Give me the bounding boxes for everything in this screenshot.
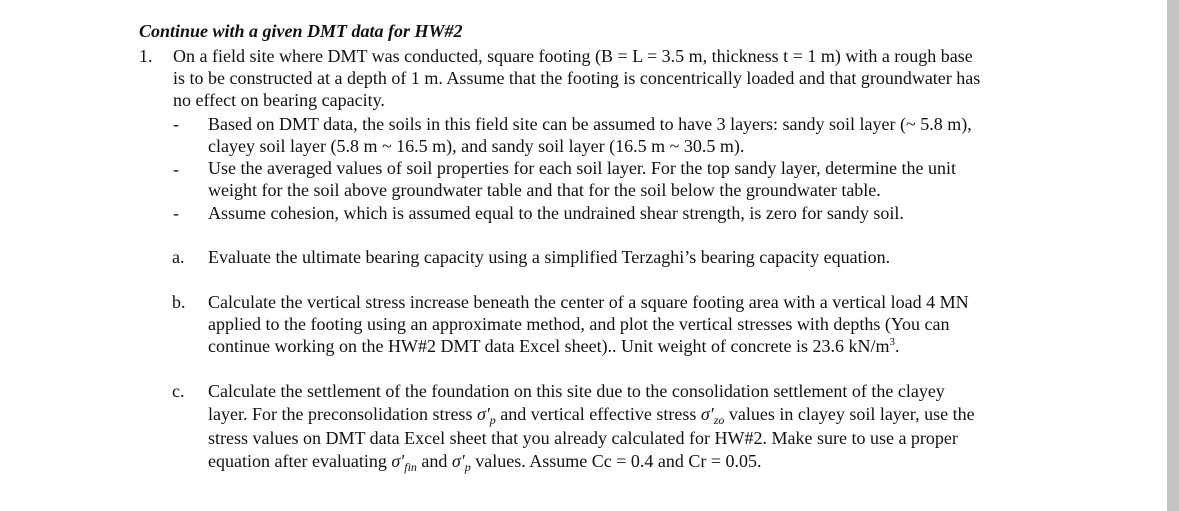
subscript: p xyxy=(464,460,471,474)
part-c-letter: c. xyxy=(172,381,185,401)
text-segment: and xyxy=(416,451,452,471)
bullet-marker: - xyxy=(173,203,179,223)
text-segment: values. Assume Cc = 0.4 and Cr = 0.05. xyxy=(470,451,762,471)
item1-line-2: is to be constructed at a depth of 1 m. Assume that the footing is concentrically loaded and that groundwater has xyxy=(173,68,981,88)
text-segment: equation after evaluating xyxy=(208,451,392,471)
sigma-zo-symbol: σ′ xyxy=(700,404,714,424)
subscript: fin xyxy=(404,460,417,474)
part-c-line-1: Calculate the settlement of the foundation on this site due to the consolidation settlement of the clayey xyxy=(208,381,945,401)
bullet2-line-1: Use the averaged values of soil properties for each soil layer. For the top sandy layer, determine the unit xyxy=(208,158,957,178)
part-b-line-1: Calculate the vertical stress increase beneath the center of a square footing area with a vertical load 4 MN xyxy=(208,292,969,312)
period: . xyxy=(895,336,900,356)
part-b-line-3-text: continue working on the HW#2 DMT data Excel sheet).. Unit weight of concrete is 23.6 kN/m xyxy=(208,336,890,356)
item1-line-1: On a field site where DMT was conducted, square footing (B = L = 3.5 m, thickness t = 1 m) with a rough base xyxy=(173,46,973,66)
text-segment: values in clayey soil layer, use the xyxy=(724,404,975,424)
bullet1-line-1: Based on DMT data, the soils in this field site can be assumed to have 3 layers: sandy soil layer (~ 5.8 m), xyxy=(208,114,972,134)
bullet2-line-2: weight for the soil above groundwater table and that for the soil below the groundwater table. xyxy=(208,180,881,200)
item-number: 1. xyxy=(139,46,153,66)
item1-line-3: no effect on bearing capacity. xyxy=(173,90,385,110)
part-a-line-1: Evaluate the ultimate bearing capacity using a simplified Terzaghi’s bearing capacity equation. xyxy=(208,247,891,267)
text-segment: layer. For the preconsolidation stress xyxy=(208,404,477,424)
vertical-scrollbar[interactable] xyxy=(1167,0,1179,511)
subscript: zo xyxy=(713,413,725,427)
part-c-line-4 xyxy=(208,450,762,472)
bullet3-line-1: Assume cohesion, which is assumed equal to the undrained shear strength, is zero for sandy soil. xyxy=(208,203,904,223)
part-a-letter: a. xyxy=(172,247,185,267)
bullet-marker: - xyxy=(173,159,179,179)
sigma-fin-symbol: σ′ xyxy=(391,451,405,471)
part-b-line-3 xyxy=(208,335,900,357)
superscript: 3 xyxy=(889,336,896,348)
bullet1-line-2: clayey soil layer (5.8 m ~ 16.5 m), and sandy soil layer (16.5 m ~ 30.5 m). xyxy=(208,136,745,156)
sigma-p-symbol: σ′ xyxy=(451,451,465,471)
bullet-marker: - xyxy=(173,114,179,134)
document-title: Continue with a given DMT data for HW#2 xyxy=(139,21,463,41)
subscript: p xyxy=(489,413,496,427)
part-b-letter: b. xyxy=(172,292,186,312)
part-c-line-2 xyxy=(208,403,975,425)
sigma-p-symbol: σ′ xyxy=(476,404,490,424)
part-b-line-2: applied to the footing using an approximate method, and plot the vertical stresses with depths (You can xyxy=(208,314,950,334)
part-c-line-3: stress values on DMT data Excel sheet that you already calculated for HW#2. Make sure to use a proper xyxy=(208,428,958,448)
text-segment: and vertical effective stress xyxy=(495,404,701,424)
